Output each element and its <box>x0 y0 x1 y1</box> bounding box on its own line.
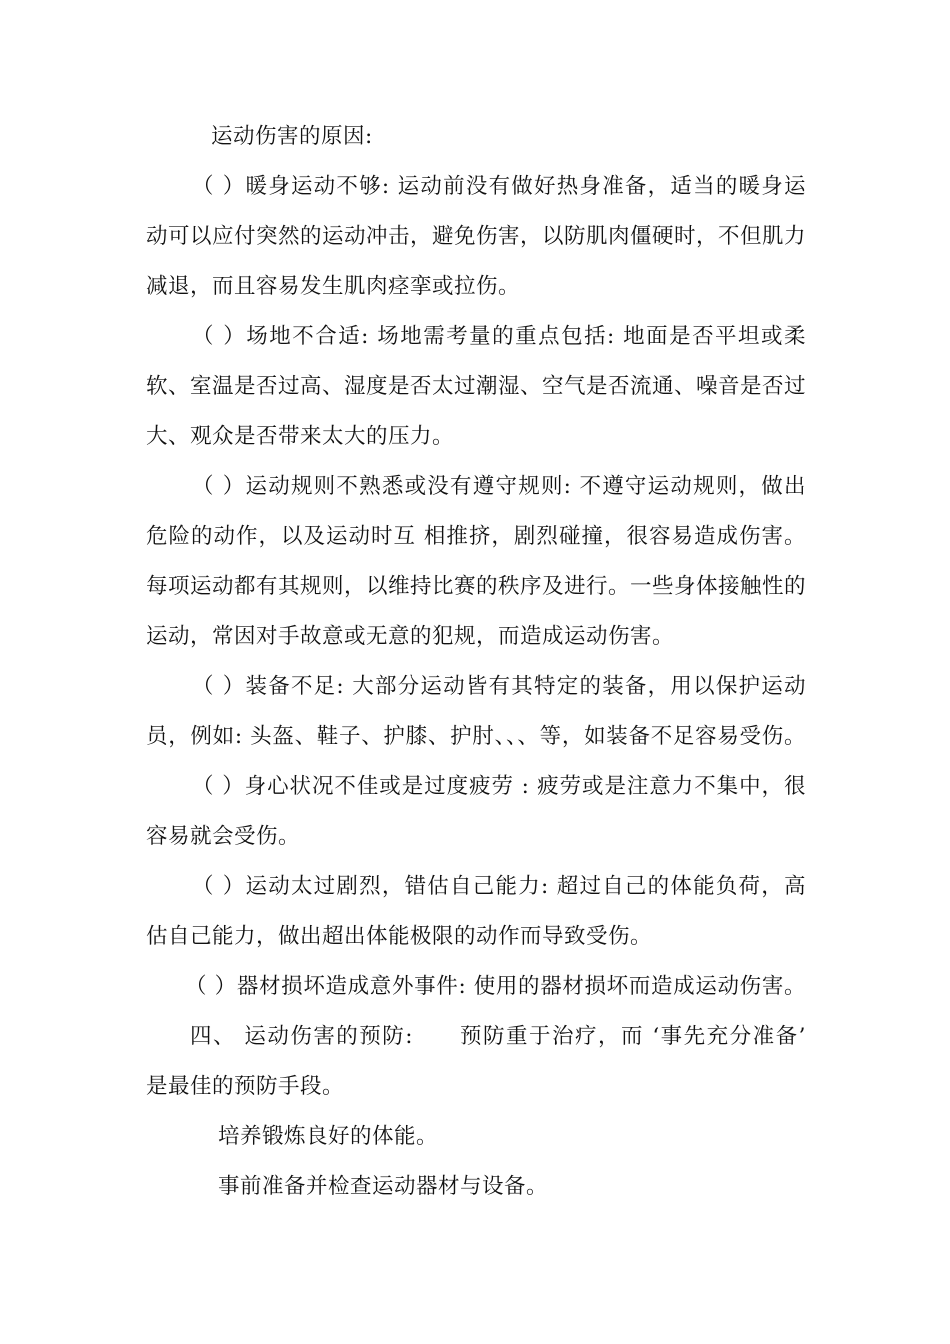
paragraph-rules-line-2: 危险的动作，以及运动时互 相推挤，剧烈碰撞，很容易造成伤害。 <box>146 524 806 549</box>
paragraph-prevention-line-2: 是最佳的预防手段。 <box>146 1074 345 1099</box>
paragraph-warmup-line-1: （ ）暖身运动不够: 运动前没有做好热身准备，适当的暖身运 <box>192 174 806 199</box>
section-heading-prevention: 四、 运动伤害的预防: 预防重于治疗，而 ‘事先充分准备’ <box>190 1024 806 1049</box>
paragraph-rules-line-3: 每项运动都有其规则，以维持比赛的秩序及进行。一些身体接触性的 <box>146 574 807 599</box>
paragraph-fatigue-line-1: （ ）身心状况不佳或是过度疲劳 : 疲劳或是注意力不集中，很 <box>192 774 806 799</box>
paragraph-overexertion-line-1: （ ）运动太过剧烈，错估自己能力: 超过自己的体能负荷，高 <box>192 874 806 899</box>
paragraph-equipment-line-1: （ ）装备不足: 大部分运动皆有其特定的装备，用以保护运动 <box>192 674 806 699</box>
paragraph-warmup-line-2: 动可以应付突然的运动冲击，避免伤害，以防肌肉僵硬时，不但肌力 <box>146 224 807 249</box>
paragraph-venue-line-2: 软、室温是否过高、湿度是否太过潮湿、空气是否流通、噪音是否过 <box>146 374 807 399</box>
paragraph-venue-line-3: 大、观众是否带来太大的压力。 <box>146 424 455 449</box>
paragraph-warmup-line-3: 减退，而且容易发生肌肉痉挛或拉伤。 <box>146 274 521 299</box>
paragraph-rules-line-4: 运动，常因对手故意或无意的犯规，而造成运动伤害。 <box>146 624 675 649</box>
section-heading-causes: 运动伤害的原因: <box>211 124 373 149</box>
paragraph-overexertion-line-2: 估自己能力，做出超出体能极限的动作而导致受伤。 <box>146 924 653 949</box>
prevention-item-equipment-check: 事前准备并检查运动器材与设备。 <box>218 1174 549 1199</box>
paragraph-rules-line-1: （ ）运动规则不熟悉或没有遵守规则: 不遵守运动规则，做出 <box>192 474 806 499</box>
prevention-item-fitness: 培养锻炼良好的体能。 <box>218 1124 439 1149</box>
paragraph-equipment-line-2: 员，例如: 头盔、鞋子、护膝、护肘、、、等，如装备不足容易受伤。 <box>146 724 806 749</box>
paragraph-venue-line-1: （ ）场地不合适: 场地需考量的重点包括: 地面是否平坦或柔 <box>192 324 806 349</box>
paragraph-damaged-equipment: （ ）器材损坏造成意外事件: 使用的器材损坏而造成运动伤害。 <box>185 974 806 999</box>
paragraph-fatigue-line-2: 容易就会受伤。 <box>146 824 301 849</box>
